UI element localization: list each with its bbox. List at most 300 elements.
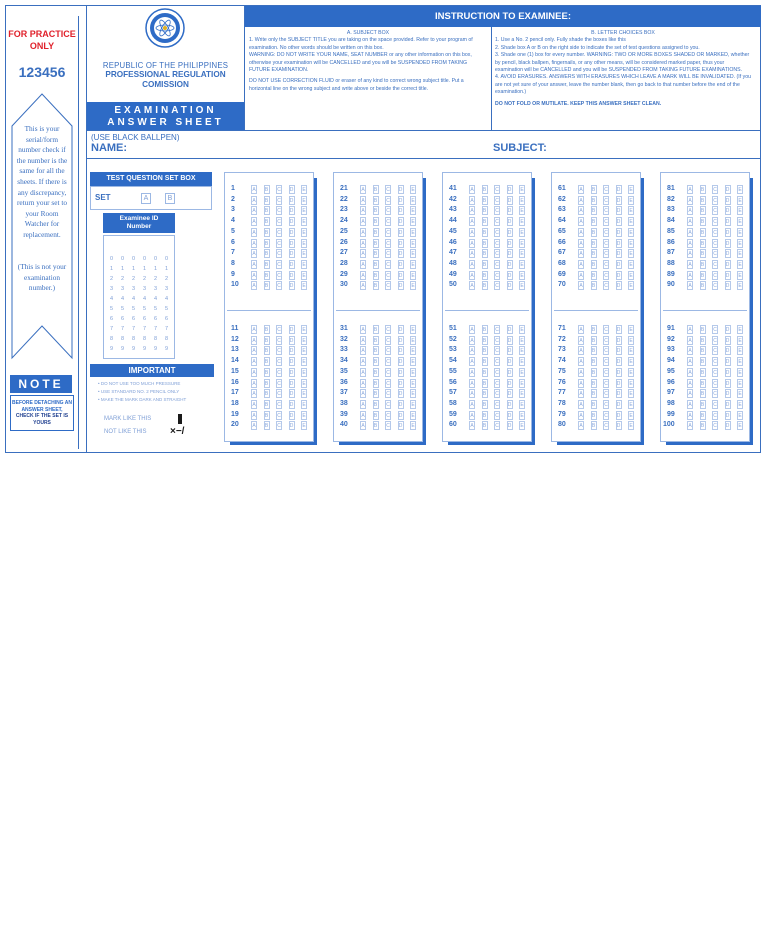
answer-bubble-b[interactable]: B xyxy=(264,401,269,408)
answer-bubble-a[interactable]: A xyxy=(579,348,583,355)
answer-bubble-b[interactable]: B xyxy=(700,412,705,419)
answer-bubble-c[interactable]: C xyxy=(495,391,499,398)
answer-bubble-a[interactable]: A xyxy=(252,359,256,366)
answer-bubble-a[interactable]: A xyxy=(252,380,256,387)
answer-bubble-d[interactable]: D xyxy=(507,272,512,279)
answer-bubble-c[interactable]: C xyxy=(495,380,499,387)
answer-bubble-a[interactable]: A xyxy=(579,369,583,376)
answer-bubble-e[interactable]: E xyxy=(738,423,742,430)
answer-bubble-e[interactable]: E xyxy=(738,208,742,215)
answer-bubble-d[interactable]: D xyxy=(398,187,403,193)
answer-bubble-b[interactable]: B xyxy=(700,187,705,193)
answer-bubble-e[interactable]: E xyxy=(520,251,524,258)
answer-bubble-a[interactable]: A xyxy=(470,327,474,333)
answer-bubble-e[interactable]: E xyxy=(411,391,415,398)
answer-bubble-c[interactable]: C xyxy=(386,251,390,258)
id-digit-bubble[interactable]: 4 xyxy=(143,296,147,302)
answer-bubble-a[interactable]: A xyxy=(688,380,692,387)
answer-bubble-d[interactable]: D xyxy=(507,187,512,193)
id-digit-bubble[interactable]: 3 xyxy=(143,286,147,292)
answer-bubble-c[interactable]: C xyxy=(604,261,608,268)
answer-bubble-c[interactable]: C xyxy=(277,240,281,247)
id-digit-bubble[interactable]: 5 xyxy=(154,306,158,312)
answer-bubble-d[interactable]: D xyxy=(507,197,512,204)
answer-bubble-e[interactable]: E xyxy=(629,359,633,366)
answer-bubble-e[interactable]: E xyxy=(738,348,742,355)
answer-bubble-d[interactable]: D xyxy=(507,219,512,226)
answer-bubble-e[interactable]: E xyxy=(302,272,306,279)
answer-bubble-e[interactable]: E xyxy=(629,337,633,344)
answer-bubble-c[interactable]: C xyxy=(277,401,281,408)
id-digit-bubble[interactable]: 5 xyxy=(121,306,125,312)
answer-bubble-e[interactable]: E xyxy=(302,219,306,226)
id-digit-bubble[interactable]: 3 xyxy=(121,286,125,292)
answer-bubble-e[interactable]: E xyxy=(629,423,633,430)
id-digit-bubble[interactable]: 8 xyxy=(121,336,125,342)
id-digit-bubble[interactable]: 0 xyxy=(165,256,169,262)
id-digit-bubble[interactable]: 3 xyxy=(110,286,114,292)
answer-bubble-c[interactable]: C xyxy=(386,369,390,376)
answer-bubble-e[interactable]: E xyxy=(520,369,524,376)
id-digit-bubble[interactable]: 9 xyxy=(165,346,169,352)
answer-bubble-d[interactable]: D xyxy=(289,423,294,430)
answer-bubble-c[interactable]: C xyxy=(713,401,717,408)
answer-bubble-b[interactable]: B xyxy=(264,327,269,333)
answer-bubble-b[interactable]: B xyxy=(264,261,269,268)
answer-bubble-a[interactable]: A xyxy=(579,359,583,366)
answer-bubble-a[interactable]: A xyxy=(579,187,583,193)
answer-bubble-e[interactable]: E xyxy=(629,197,633,204)
answer-bubble-b[interactable]: B xyxy=(373,423,378,430)
answer-bubble-e[interactable]: E xyxy=(629,229,633,236)
answer-bubble-c[interactable]: C xyxy=(495,187,499,193)
answer-bubble-e[interactable]: E xyxy=(738,187,742,193)
id-digit-bubble[interactable]: 9 xyxy=(110,346,114,352)
answer-bubble-e[interactable]: E xyxy=(520,219,524,226)
answer-bubble-e[interactable]: E xyxy=(629,401,633,408)
answer-bubble-a[interactable]: A xyxy=(361,359,365,366)
answer-bubble-c[interactable]: C xyxy=(386,380,390,387)
answer-bubble-e[interactable]: E xyxy=(738,229,742,236)
answer-bubble-c[interactable]: C xyxy=(604,423,608,430)
answer-bubble-b[interactable]: B xyxy=(700,380,705,387)
answer-bubble-d[interactable]: D xyxy=(616,391,621,398)
answer-bubble-b[interactable]: B xyxy=(373,369,378,376)
answer-bubble-a[interactable]: A xyxy=(252,283,256,290)
answer-bubble-d[interactable]: D xyxy=(725,187,730,193)
answer-bubble-a[interactable]: A xyxy=(579,229,583,236)
answer-bubble-c[interactable]: C xyxy=(495,283,499,290)
answer-bubble-d[interactable]: D xyxy=(398,423,403,430)
answer-bubble-b[interactable]: B xyxy=(482,272,487,279)
answer-bubble-a[interactable]: A xyxy=(361,348,365,355)
answer-bubble-d[interactable]: D xyxy=(616,359,621,366)
id-digit-bubble[interactable]: 4 xyxy=(132,296,136,302)
answer-bubble-c[interactable]: C xyxy=(713,380,717,387)
answer-bubble-e[interactable]: E xyxy=(302,208,306,215)
answer-bubble-e[interactable]: E xyxy=(411,229,415,236)
answer-bubble-e[interactable]: E xyxy=(302,348,306,355)
answer-bubble-c[interactable]: C xyxy=(604,327,608,333)
answer-bubble-a[interactable]: A xyxy=(579,197,583,204)
answer-bubble-d[interactable]: D xyxy=(398,359,403,366)
answer-bubble-c[interactable]: C xyxy=(277,272,281,279)
answer-bubble-c[interactable]: C xyxy=(713,272,717,279)
answer-bubble-c[interactable]: C xyxy=(713,208,717,215)
id-digit-bubble[interactable]: 3 xyxy=(132,286,136,292)
answer-bubble-a[interactable]: A xyxy=(470,240,474,247)
answer-bubble-c[interactable]: C xyxy=(277,369,281,376)
answer-bubble-d[interactable]: D xyxy=(507,261,512,268)
set-option-b[interactable]: B xyxy=(165,193,175,204)
answer-bubble-b[interactable]: B xyxy=(700,240,705,247)
answer-bubble-c[interactable]: C xyxy=(604,187,608,193)
answer-bubble-e[interactable]: E xyxy=(302,251,306,258)
answer-bubble-d[interactable]: D xyxy=(507,229,512,236)
answer-bubble-b[interactable]: B xyxy=(591,369,596,376)
answer-bubble-b[interactable]: B xyxy=(591,423,596,430)
answer-bubble-e[interactable]: E xyxy=(411,327,415,333)
answer-bubble-c[interactable]: C xyxy=(277,391,281,398)
answer-bubble-c[interactable]: C xyxy=(495,327,499,333)
answer-bubble-e[interactable]: E xyxy=(520,208,524,215)
answer-bubble-e[interactable]: E xyxy=(629,187,633,193)
answer-bubble-d[interactable]: D xyxy=(289,369,294,376)
answer-bubble-c[interactable]: C xyxy=(713,261,717,268)
answer-bubble-c[interactable]: C xyxy=(386,359,390,366)
answer-bubble-b[interactable]: B xyxy=(373,187,378,193)
answer-bubble-b[interactable]: B xyxy=(264,229,269,236)
answer-bubble-a[interactable]: A xyxy=(688,348,692,355)
answer-bubble-a[interactable]: A xyxy=(361,412,365,419)
answer-bubble-a[interactable]: A xyxy=(470,187,474,193)
answer-bubble-b[interactable]: B xyxy=(700,283,705,290)
answer-bubble-c[interactable]: C xyxy=(495,359,499,366)
answer-bubble-c[interactable]: C xyxy=(386,197,390,204)
answer-bubble-a[interactable]: A xyxy=(470,208,474,215)
answer-bubble-e[interactable]: E xyxy=(629,251,633,258)
answer-bubble-b[interactable]: B xyxy=(373,197,378,204)
answer-bubble-d[interactable]: D xyxy=(725,197,730,204)
answer-bubble-b[interactable]: B xyxy=(482,327,487,333)
answer-bubble-b[interactable]: B xyxy=(482,359,487,366)
answer-bubble-a[interactable]: A xyxy=(361,240,365,247)
answer-bubble-d[interactable]: D xyxy=(725,412,730,419)
answer-bubble-c[interactable]: C xyxy=(713,240,717,247)
answer-bubble-d[interactable]: D xyxy=(616,240,621,247)
answer-bubble-d[interactable]: D xyxy=(398,229,403,236)
answer-bubble-a[interactable]: A xyxy=(470,359,474,366)
id-digit-bubble[interactable]: 2 xyxy=(143,276,147,282)
answer-bubble-c[interactable]: C xyxy=(604,208,608,215)
subject-field[interactable]: SUBJECT: xyxy=(493,142,547,154)
answer-bubble-e[interactable]: E xyxy=(629,327,633,333)
answer-bubble-d[interactable]: D xyxy=(725,208,730,215)
id-digit-bubble[interactable]: 9 xyxy=(132,346,136,352)
answer-bubble-a[interactable]: A xyxy=(688,337,692,344)
answer-bubble-e[interactable]: E xyxy=(738,369,742,376)
answer-bubble-b[interactable]: B xyxy=(482,240,487,247)
answer-bubble-b[interactable]: B xyxy=(591,327,596,333)
answer-bubble-b[interactable]: B xyxy=(482,423,487,430)
answer-bubble-b[interactable]: B xyxy=(264,219,269,226)
answer-bubble-b[interactable]: B xyxy=(591,219,596,226)
id-digit-bubble[interactable]: 8 xyxy=(143,336,147,342)
answer-bubble-b[interactable]: B xyxy=(373,240,378,247)
answer-bubble-e[interactable]: E xyxy=(629,261,633,268)
answer-bubble-e[interactable]: E xyxy=(302,380,306,387)
answer-bubble-b[interactable]: B xyxy=(482,369,487,376)
answer-bubble-b[interactable]: B xyxy=(482,380,487,387)
answer-bubble-a[interactable]: A xyxy=(579,272,583,279)
id-digit-bubble[interactable]: 7 xyxy=(143,326,147,332)
answer-bubble-d[interactable]: D xyxy=(507,412,512,419)
answer-bubble-b[interactable]: B xyxy=(591,261,596,268)
answer-bubble-d[interactable]: D xyxy=(398,283,403,290)
answer-bubble-d[interactable]: D xyxy=(616,380,621,387)
id-digit-bubble[interactable]: 5 xyxy=(143,306,147,312)
answer-bubble-e[interactable]: E xyxy=(629,380,633,387)
answer-bubble-b[interactable]: B xyxy=(482,251,487,258)
answer-bubble-a[interactable]: A xyxy=(252,219,256,226)
answer-bubble-d[interactable]: D xyxy=(289,412,294,419)
answer-bubble-c[interactable]: C xyxy=(277,229,281,236)
answer-bubble-e[interactable]: E xyxy=(738,412,742,419)
answer-bubble-e[interactable]: E xyxy=(629,283,633,290)
answer-bubble-d[interactable]: D xyxy=(398,219,403,226)
id-digit-bubble[interactable]: 8 xyxy=(165,336,169,342)
answer-bubble-a[interactable]: A xyxy=(688,197,692,204)
answer-bubble-a[interactable]: A xyxy=(688,208,692,215)
answer-bubble-e[interactable]: E xyxy=(520,348,524,355)
answer-bubble-e[interactable]: E xyxy=(411,197,415,204)
answer-bubble-e[interactable]: E xyxy=(629,219,633,226)
answer-bubble-a[interactable]: A xyxy=(688,251,692,258)
answer-bubble-c[interactable]: C xyxy=(277,423,281,430)
answer-bubble-d[interactable]: D xyxy=(725,240,730,247)
answer-bubble-c[interactable]: C xyxy=(604,401,608,408)
answer-bubble-c[interactable]: C xyxy=(386,412,390,419)
answer-bubble-c[interactable]: C xyxy=(713,283,717,290)
answer-bubble-e[interactable]: E xyxy=(302,412,306,419)
answer-bubble-b[interactable]: B xyxy=(700,348,705,355)
answer-bubble-a[interactable]: A xyxy=(361,401,365,408)
answer-bubble-d[interactable]: D xyxy=(507,423,512,430)
answer-bubble-c[interactable]: C xyxy=(386,261,390,268)
answer-bubble-d[interactable]: D xyxy=(725,380,730,387)
answer-bubble-a[interactable]: A xyxy=(579,219,583,226)
answer-bubble-d[interactable]: D xyxy=(725,369,730,376)
answer-bubble-e[interactable]: E xyxy=(302,229,306,236)
id-digit-bubble[interactable]: 4 xyxy=(121,296,125,302)
answer-bubble-d[interactable]: D xyxy=(725,327,730,333)
id-digit-bubble[interactable]: 2 xyxy=(132,276,136,282)
answer-bubble-e[interactable]: E xyxy=(411,380,415,387)
answer-bubble-c[interactable]: C xyxy=(386,283,390,290)
answer-bubble-d[interactable]: D xyxy=(616,369,621,376)
answer-bubble-b[interactable]: B xyxy=(700,359,705,366)
answer-bubble-d[interactable]: D xyxy=(616,261,621,268)
answer-bubble-d[interactable]: D xyxy=(289,337,294,344)
answer-bubble-d[interactable]: D xyxy=(289,240,294,247)
answer-bubble-e[interactable]: E xyxy=(520,229,524,236)
answer-bubble-b[interactable]: B xyxy=(373,272,378,279)
answer-bubble-b[interactable]: B xyxy=(591,240,596,247)
id-digit-bubble[interactable]: 6 xyxy=(165,316,169,322)
answer-bubble-e[interactable]: E xyxy=(738,337,742,344)
answer-bubble-d[interactable]: D xyxy=(398,272,403,279)
answer-bubble-c[interactable]: C xyxy=(604,337,608,344)
answer-bubble-b[interactable]: B xyxy=(373,359,378,366)
answer-bubble-d[interactable]: D xyxy=(725,272,730,279)
answer-bubble-b[interactable]: B xyxy=(700,391,705,398)
id-digit-bubble[interactable]: 7 xyxy=(110,326,114,332)
id-digit-bubble[interactable]: 0 xyxy=(143,256,147,262)
answer-bubble-d[interactable]: D xyxy=(398,391,403,398)
answer-bubble-a[interactable]: A xyxy=(470,348,474,355)
answer-bubble-a[interactable]: A xyxy=(470,380,474,387)
answer-bubble-b[interactable]: B xyxy=(264,240,269,247)
answer-bubble-a[interactable]: A xyxy=(688,327,692,333)
answer-bubble-d[interactable]: D xyxy=(616,327,621,333)
id-digit-bubble[interactable]: 3 xyxy=(165,286,169,292)
answer-bubble-b[interactable]: B xyxy=(264,391,269,398)
answer-bubble-b[interactable]: B xyxy=(591,401,596,408)
answer-bubble-c[interactable]: C xyxy=(604,412,608,419)
answer-bubble-b[interactable]: B xyxy=(591,208,596,215)
answer-bubble-a[interactable]: A xyxy=(470,229,474,236)
answer-bubble-e[interactable]: E xyxy=(520,261,524,268)
answer-bubble-d[interactable]: D xyxy=(289,359,294,366)
answer-bubble-b[interactable]: B xyxy=(264,272,269,279)
answer-bubble-e[interactable]: E xyxy=(738,251,742,258)
answer-bubble-c[interactable]: C xyxy=(713,187,717,193)
answer-bubble-a[interactable]: A xyxy=(470,337,474,344)
answer-bubble-b[interactable]: B xyxy=(700,208,705,215)
answer-bubble-b[interactable]: B xyxy=(591,337,596,344)
answer-bubble-a[interactable]: A xyxy=(470,423,474,430)
answer-bubble-c[interactable]: C xyxy=(713,229,717,236)
answer-bubble-e[interactable]: E xyxy=(302,327,306,333)
answer-bubble-a[interactable]: A xyxy=(361,219,365,226)
answer-bubble-b[interactable]: B xyxy=(700,401,705,408)
answer-bubble-e[interactable]: E xyxy=(411,240,415,247)
answer-bubble-c[interactable]: C xyxy=(713,327,717,333)
answer-bubble-a[interactable]: A xyxy=(579,327,583,333)
answer-bubble-a[interactable]: A xyxy=(688,401,692,408)
answer-bubble-c[interactable]: C xyxy=(386,208,390,215)
answer-bubble-c[interactable]: C xyxy=(277,261,281,268)
answer-bubble-c[interactable]: C xyxy=(604,219,608,226)
answer-bubble-e[interactable]: E xyxy=(520,327,524,333)
answer-bubble-d[interactable]: D xyxy=(398,327,403,333)
answer-bubble-a[interactable]: A xyxy=(252,187,256,193)
answer-bubble-d[interactable]: D xyxy=(507,401,512,408)
answer-bubble-b[interactable]: B xyxy=(700,337,705,344)
answer-bubble-a[interactable]: A xyxy=(252,240,256,247)
answer-bubble-b[interactable]: B xyxy=(700,219,705,226)
answer-bubble-c[interactable]: C xyxy=(604,240,608,247)
answer-bubble-c[interactable]: C xyxy=(277,251,281,258)
answer-bubble-b[interactable]: B xyxy=(373,380,378,387)
answer-bubble-c[interactable]: C xyxy=(604,197,608,204)
answer-bubble-e[interactable]: E xyxy=(520,197,524,204)
answer-bubble-b[interactable]: B xyxy=(482,219,487,226)
answer-bubble-d[interactable]: D xyxy=(289,327,294,333)
answer-bubble-c[interactable]: C xyxy=(277,219,281,226)
answer-bubble-e[interactable]: E xyxy=(411,359,415,366)
answer-bubble-e[interactable]: E xyxy=(520,423,524,430)
answer-bubble-b[interactable]: B xyxy=(591,391,596,398)
answer-bubble-e[interactable]: E xyxy=(629,391,633,398)
answer-bubble-b[interactable]: B xyxy=(264,197,269,204)
answer-bubble-d[interactable]: D xyxy=(289,261,294,268)
answer-bubble-e[interactable]: E xyxy=(302,283,306,290)
id-digit-bubble[interactable]: 7 xyxy=(165,326,169,332)
answer-bubble-e[interactable]: E xyxy=(302,197,306,204)
answer-bubble-c[interactable]: C xyxy=(495,337,499,344)
answer-bubble-b[interactable]: B xyxy=(700,423,705,430)
answer-bubble-c[interactable]: C xyxy=(713,359,717,366)
answer-bubble-c[interactable]: C xyxy=(713,348,717,355)
answer-bubble-a[interactable]: A xyxy=(252,229,256,236)
answer-bubble-e[interactable]: E xyxy=(302,359,306,366)
answer-bubble-a[interactable]: A xyxy=(579,208,583,215)
id-digit-bubble[interactable]: 5 xyxy=(110,306,114,312)
answer-bubble-e[interactable]: E xyxy=(411,272,415,279)
answer-bubble-b[interactable]: B xyxy=(373,229,378,236)
answer-bubble-a[interactable]: A xyxy=(361,380,365,387)
answer-bubble-e[interactable]: E xyxy=(738,261,742,268)
answer-bubble-b[interactable]: B xyxy=(482,261,487,268)
id-digit-bubble[interactable]: 6 xyxy=(121,316,125,322)
answer-bubble-e[interactable]: E xyxy=(411,187,415,193)
answer-bubble-b[interactable]: B xyxy=(591,229,596,236)
answer-bubble-e[interactable]: E xyxy=(738,327,742,333)
answer-bubble-e[interactable]: E xyxy=(302,401,306,408)
answer-bubble-a[interactable]: A xyxy=(579,240,583,247)
id-digit-bubble[interactable]: 1 xyxy=(143,266,147,272)
answer-bubble-d[interactable]: D xyxy=(289,219,294,226)
id-digit-bubble[interactable]: 0 xyxy=(154,256,158,262)
id-digit-bubble[interactable]: 2 xyxy=(121,276,125,282)
answer-bubble-b[interactable]: B xyxy=(373,412,378,419)
id-digit-bubble[interactable]: 1 xyxy=(110,266,114,272)
answer-bubble-d[interactable]: D xyxy=(507,348,512,355)
answer-bubble-d[interactable]: D xyxy=(507,380,512,387)
answer-bubble-b[interactable]: B xyxy=(373,337,378,344)
answer-bubble-a[interactable]: A xyxy=(579,283,583,290)
answer-bubble-a[interactable]: A xyxy=(252,423,256,430)
answer-bubble-c[interactable]: C xyxy=(604,229,608,236)
answer-bubble-d[interactable]: D xyxy=(616,337,621,344)
answer-bubble-a[interactable]: A xyxy=(470,272,474,279)
answer-bubble-e[interactable]: E xyxy=(738,240,742,247)
answer-bubble-e[interactable]: E xyxy=(629,412,633,419)
answer-bubble-b[interactable]: B xyxy=(482,229,487,236)
answer-bubble-c[interactable]: C xyxy=(495,272,499,279)
answer-bubble-d[interactable]: D xyxy=(398,369,403,376)
answer-bubble-b[interactable]: B xyxy=(591,197,596,204)
answer-bubble-d[interactable]: D xyxy=(725,219,730,226)
answer-bubble-a[interactable]: A xyxy=(252,337,256,344)
name-field[interactable]: NAME: xyxy=(91,142,128,154)
answer-bubble-c[interactable]: C xyxy=(495,348,499,355)
answer-bubble-c[interactable]: C xyxy=(604,272,608,279)
answer-bubble-b[interactable]: B xyxy=(373,283,378,290)
answer-bubble-d[interactable]: D xyxy=(289,401,294,408)
id-digit-bubble[interactable]: 6 xyxy=(154,316,158,322)
